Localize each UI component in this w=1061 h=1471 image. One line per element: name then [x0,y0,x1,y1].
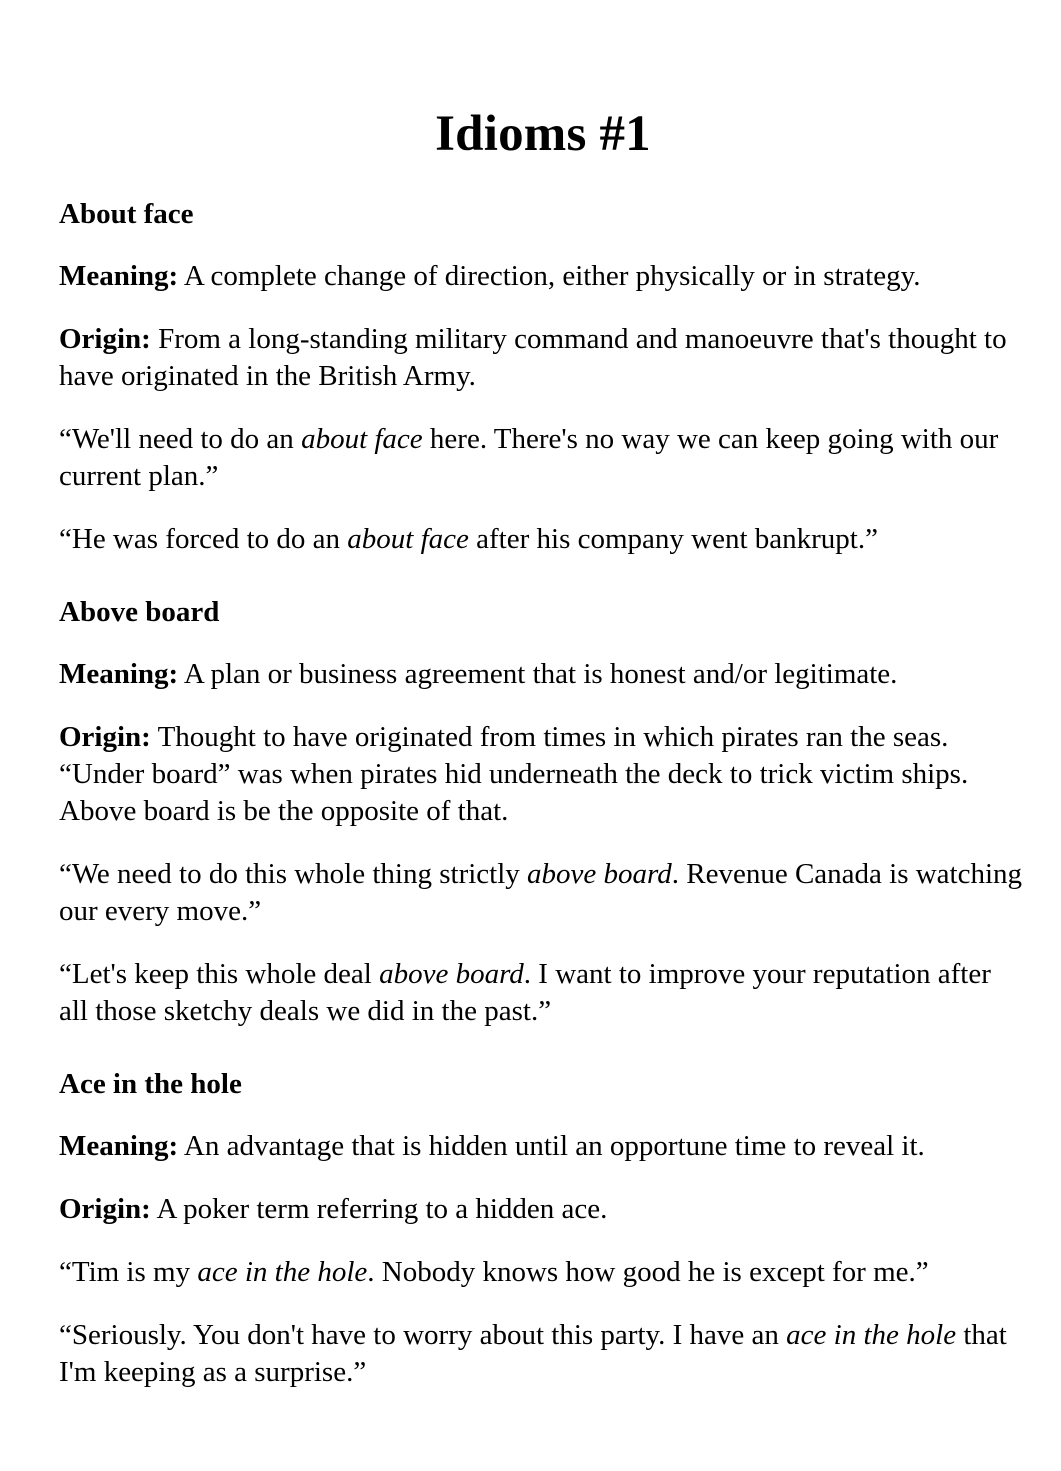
example-text: here. There's no way we can keep going with our current plan.” [59,423,999,492]
origin-label: Origin: [59,1193,151,1225]
origin-label: Origin: [59,721,151,753]
origin-paragraph [59,719,1027,830]
example-sentence [59,521,1027,558]
idiom-entry [59,196,1027,558]
example-idiom: ace in the hole [197,1256,368,1288]
meaning-text: A plan or business agreement that is honest and/or legitimate. [183,658,898,690]
example-text: “Seriously. You don't have to worry about this party. I have an [59,1319,787,1351]
example-text: . Nobody knows how good he is except for me.” [367,1256,929,1288]
example-text: “He was forced to do an [59,523,348,555]
example-idiom: about face [301,423,423,455]
origin-text: From a long-standing military command and manoeuvre that's thought to have originated in the British Army. [59,323,1007,392]
idiom-entry [59,1066,1027,1391]
idiom-heading: About face [59,198,194,230]
example-sentence [59,1317,1027,1391]
example-text: that I'm keeping as a surprise.” [59,1319,1007,1388]
meaning-paragraph [59,1128,1027,1165]
example-text: “We'll need to do an [59,423,302,455]
origin-text: A poker term referring to a hidden ace. [156,1193,608,1225]
page-title: Idioms #1 [435,106,651,162]
meaning-label: Meaning: [59,260,179,292]
meaning-text: An advantage that is hidden until an opportune time to reveal it. [183,1130,925,1162]
origin-paragraph [59,1191,1027,1228]
example-sentence [59,1254,1027,1291]
origin-paragraph [59,321,1027,395]
example-sentence [59,421,1027,495]
example-text: . Revenue Canada is watching our every move.” [59,858,1023,927]
example-text: “Tim is my [59,1256,198,1288]
example-text: after his company went bankrupt.” [468,523,878,555]
meaning-label: Meaning: [59,1130,179,1162]
meaning-paragraph [59,258,1027,295]
meaning-label: Meaning: [59,658,179,690]
example-text: . I want to improve your reputation after all those sketchy deals we did in the past.” [59,958,991,1027]
origin-label: Origin: [59,323,151,355]
example-sentence [59,956,1027,1030]
example-text: “Let's keep this whole deal [59,958,380,990]
idiom-heading: Above board [59,596,220,628]
example-idiom: above board [379,958,524,990]
meaning-paragraph [59,656,1027,693]
example-sentence [59,856,1027,930]
example-idiom: ace in the hole [786,1319,957,1351]
meaning-text: A complete change of direction, either physically or in strategy. [183,260,921,292]
example-text: “We need to do this whole thing strictly [59,858,528,890]
idiom-heading: Ace in the hole [59,1068,242,1100]
origin-text: Thought to have originated from times in which pirates ran the seas. “Under board” was when pirates hid underneath the deck to trick victim ships. Above board is be the opposite of that. [59,721,969,827]
example-idiom: about face [347,523,469,555]
idiom-entry [59,594,1027,1030]
example-idiom: above board [527,858,672,890]
